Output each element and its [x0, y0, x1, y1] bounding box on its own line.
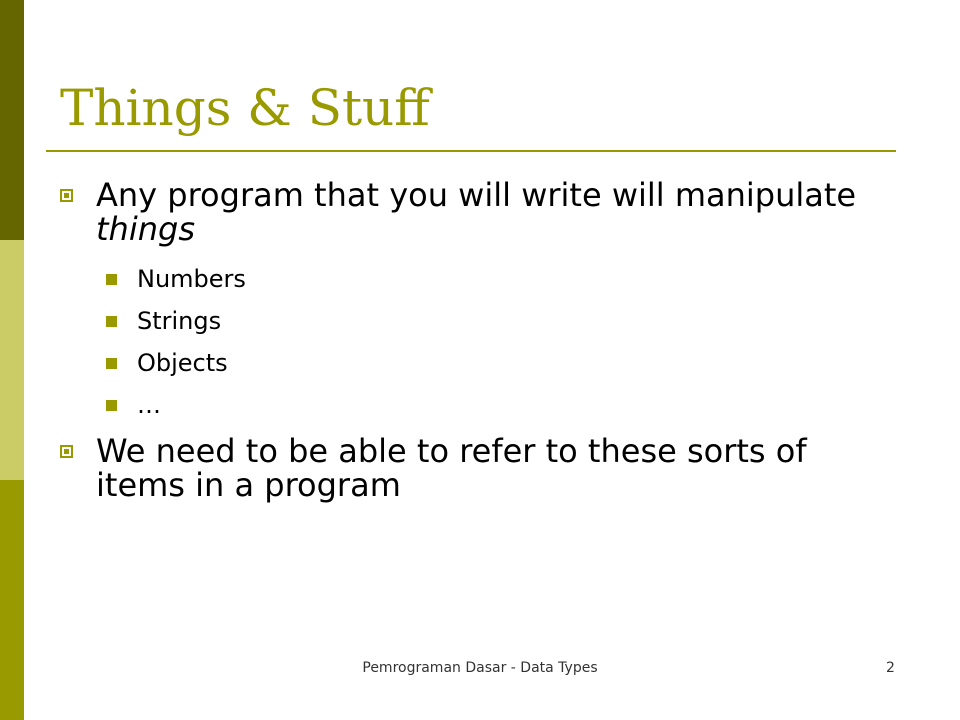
- bullet-1-emphasis: things: [96, 210, 195, 248]
- bullet-1-text-main: Any program that you will write will manipulate: [96, 176, 857, 214]
- sub-bullet-label: …: [137, 391, 161, 419]
- slide-footer: Pemrograman Dasar - Data Types: [362, 660, 598, 676]
- sidebar-segment-middle: [0, 240, 24, 480]
- page-number: 2: [886, 660, 895, 676]
- slide-title: Things & Stuff: [60, 79, 430, 137]
- sub-bullet-ellipsis: [106, 390, 161, 420]
- sidebar-segment-top: [0, 0, 24, 240]
- bullet-1: [60, 178, 900, 246]
- square-bullet-icon: [60, 445, 73, 458]
- sub-bullet-label: Numbers: [137, 265, 246, 293]
- filled-square-icon: [106, 358, 117, 369]
- sub-bullet-objects: [106, 348, 228, 378]
- filled-square-icon: [106, 400, 117, 411]
- square-bullet-icon: [60, 189, 73, 202]
- sub-bullet-numbers: [106, 264, 246, 294]
- filled-square-icon: [106, 316, 117, 327]
- sub-bullet-strings: [106, 306, 221, 336]
- sub-bullet-label: Strings: [137, 307, 222, 335]
- sidebar-segment-bottom: [0, 480, 24, 720]
- filled-square-icon: [106, 274, 117, 285]
- bullet-2-text: We need to be able to refer to these sorts of items in a program: [96, 432, 807, 504]
- bullet-1-text: [96, 178, 900, 246]
- sub-bullet-label: Objects: [137, 349, 228, 377]
- bullet-2: [60, 434, 900, 502]
- title-divider: [46, 150, 896, 152]
